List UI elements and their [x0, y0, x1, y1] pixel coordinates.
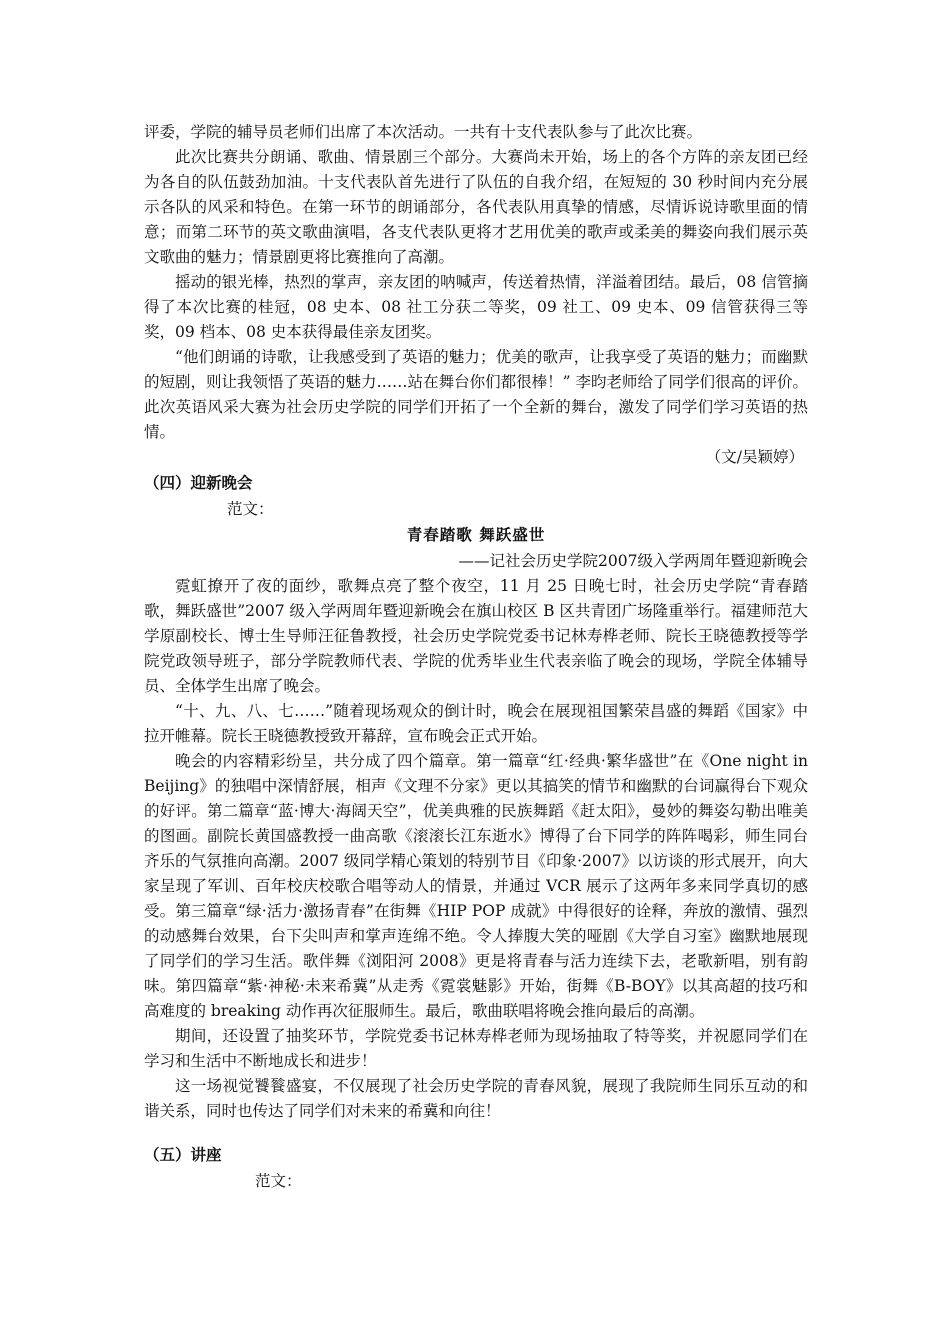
paragraph-opening: 霓虹撩开了夜的面纱，歌舞点亮了整个夜空，11 月 25 日晚七时，社会历史学院“青春踏歌，舞跃盛世”2007 级入学两周年暨迎新晚会在旗山校区 B 区共青团广场隆重举行。福建师范大学原副校长、博士生导师汪征鲁教授，社会历史学院党委书记林寿桦老师、院长王晓德教授等学院党政领导班子，部分学院教师代表、学院的优秀毕业生代表亲临了晚会的现场，学院全体辅导员、全体学生出席了晚会。 [144, 577, 808, 695]
paragraph-conclusion: 这一场视觉饕餮盛宴，不仅展现了社会历史学院的青春风貌，展现了我院师生同乐互动的和谐关系，同时也传达了同学们对未来的希冀和向往！ [144, 1077, 808, 1120]
paragraph-judges: 评委，学院的辅导员老师们出席了本次活动。一共有十支代表队参与了此次比赛。 [144, 123, 703, 141]
spacer [144, 1124, 808, 1142]
section-heading-lecture: （五）讲座 [144, 1146, 222, 1164]
paragraph-program: 晚会的内容精彩纷呈，共分成了四个篇章。第一篇章“红·经典·繁华盛世”在《One night in Beijing》的独唱中深情舒展，相声《文理不分家》更以其搞笑的情节和幽默的台词赢得台下观众的好评。第二篇章“蓝·博大·海阔天空”，优美典雅的民族舞蹈《赶太阳》，曼妙的舞姿勾勒出唯美的图画。副院长黄国盛教授一曲高歌《滚滚长江东逝水》博得了台下同学的阵阵喝彩，师生同台齐乐的气氛推向高潮。2007 级同学精心策划的特别节目《印象·2007》以访谈的形式展开，向大家呈现了军训、百年校庆校歌合唱等动人的情景，并通过 VCR 展示了这两年多来同学真切的感受。第三篇章“绿·活力·激扬青春”在街舞《HIP POP 成就》中得很好的诠释，奔放的激情、强烈的动感舞台效果，台下尖叫声和掌声连绵不绝。令人捧腹大笑的哑剧《大学自习室》幽默地展现了同学们的学习生活。歌伴舞《浏阳河 2008》更是将青春与活力连续下去，老歌新唱，别有韵味。第四篇章“紫·神秘·未来希冀”从走秀《霓裳魅影》开始，街舞《B-BOY》以其高超的技巧和高难度的 breaking 动作再次征服师生。最后，歌曲联唱将晚会推向最后的高潮。 [144, 752, 808, 1020]
paragraph-awards: 摇动的银光棒，热烈的掌声，亲友团的呐喊声，传送着热情，洋溢着团结。最后，08 信管摘得了本次比赛的桂冠，08 史本、08 社工分获二等奖，09 社工、09 史本、09 信管获得三等奖，09 档本、08 史本获得最佳亲友团奖。 [144, 273, 808, 341]
paragraph-lottery: 期间，还设置了抽奖环节，学院党委书记林寿桦老师为现场抽取了特等奖，并祝愿同学们在学习和生活中不断地成长和进步！ [144, 1027, 808, 1070]
sample-label-lecture: 范文： [255, 1172, 302, 1190]
document-page [144, 120, 808, 1194]
paragraph-teacher-comment: “他们朗诵的诗歌，让我感受到了英语的魅力；优美的歌声，让我享受了英语的魅力；而幽默的短剧，则让我领悟了英语的魅力……站在舞台你们都很棒！” 李昀老师给了同学们很高的评价。此次英语风采大赛为社会历史学院的同学们开拓了一个全新的舞台，激发了同学们学习英语的热情。 [144, 348, 808, 441]
article-title: 青春踏歌 舞跃盛世 [406, 526, 546, 544]
paragraph-competition-parts: 此次比赛共分朗诵、歌曲、情景剧三个部分。大赛尚未开始，场上的各个方阵的亲友团已经为各自的队伍鼓劲加油。十支代表队首先进行了队伍的自我介绍，在短短的 30 秒时间内充分展示各队的风采和特色。在第一环节的朗诵部分，各代表队用真挚的情感，尽情诉说诗歌里面的情意；而第二环节的英文歌曲演唱，各支代表队更将才艺用优美的歌声或柔美的舞姿向我们展示英文歌曲的魅力；情景剧更将比赛推向了高潮。 [144, 148, 808, 266]
section-heading-welcome-party: （四）迎新晚会 [144, 474, 253, 492]
author-signature: （文/吴颖婷） [705, 448, 804, 466]
paragraph-countdown: “十、九、八、七……”随着现场观众的倒计时，晚会在展现祖国繁荣昌盛的舞蹈《国家》中拉开帷幕。院长王晓德教授致开幕辞，宣布晚会正式开始。 [144, 702, 808, 745]
article-subtitle: ——记社会历史学院2007级入学两周年暨迎新晚会 [458, 552, 808, 570]
sample-label: 范文： [227, 500, 274, 518]
